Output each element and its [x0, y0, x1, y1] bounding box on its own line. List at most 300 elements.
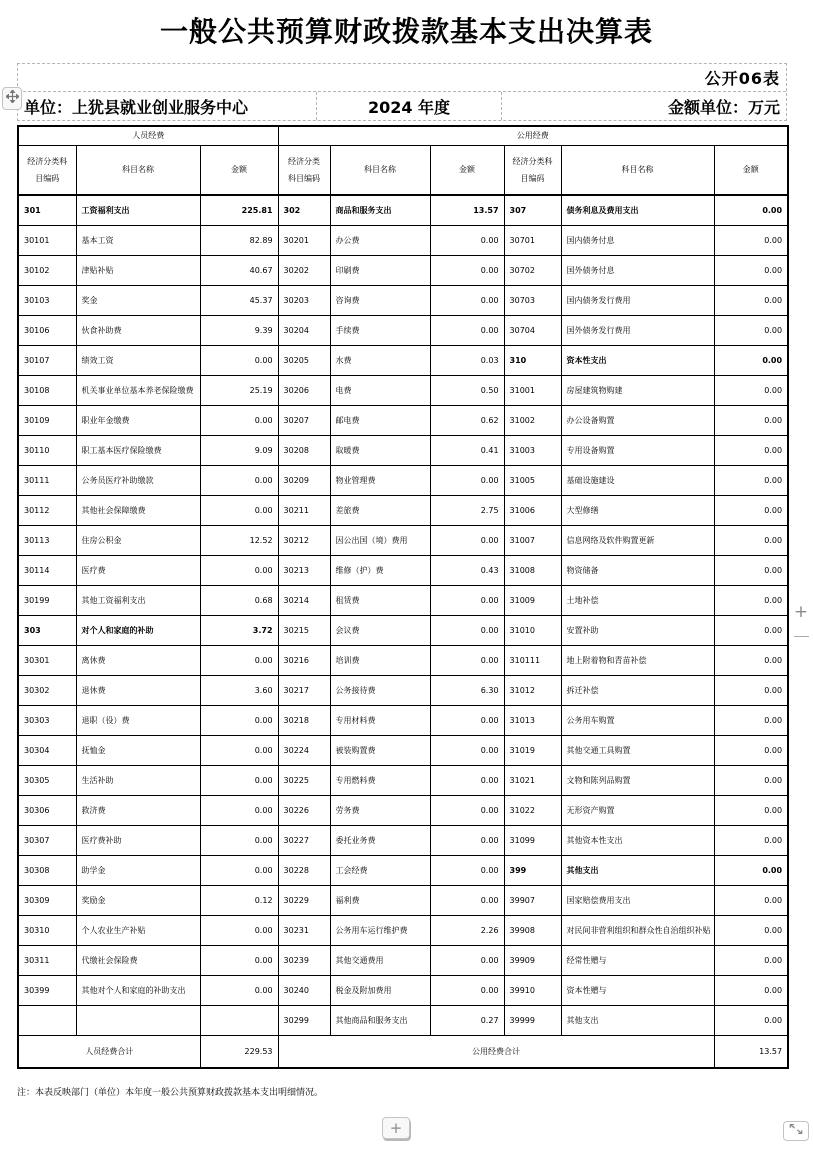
expand-button[interactable]	[783, 1121, 809, 1141]
code-cell: 30113	[18, 525, 76, 555]
amount-cell: 3.60	[200, 675, 278, 705]
code-cell: 30305	[18, 765, 76, 795]
code-cell: 30240	[278, 975, 330, 1005]
subject-name-cell: 地上附着物和青苗补偿	[561, 645, 714, 675]
code-cell: 31005	[504, 465, 561, 495]
subject-name-cell: 职工基本医疗保险缴费	[76, 435, 200, 465]
table-row	[18, 795, 788, 825]
amount-cell: 0.00	[430, 585, 504, 615]
code-cell: 31021	[504, 765, 561, 795]
code-cell: 31009	[504, 585, 561, 615]
code-cell: 30202	[278, 255, 330, 285]
amount-cell: 0.00	[200, 765, 278, 795]
amount-cell: 0.12	[200, 885, 278, 915]
table-code: 公开06表	[704, 69, 780, 88]
amount-cell: 0.00	[714, 825, 788, 855]
amount-cell: 0.00	[714, 675, 788, 705]
table-row	[18, 555, 788, 585]
code-cell: 30206	[278, 375, 330, 405]
col-header-subject: 科目名称	[76, 145, 200, 195]
code-cell: 30218	[278, 705, 330, 735]
amount-cell: 0.00	[714, 645, 788, 675]
subject-name-cell: 公务员医疗补助缴款	[76, 465, 200, 495]
code-cell: 30228	[278, 855, 330, 885]
subject-name-cell: 公务接待费	[330, 675, 430, 705]
subject-name-cell: 资本性支出	[561, 345, 714, 375]
table-row	[18, 435, 788, 465]
code-cell: 30215	[278, 615, 330, 645]
subject-name-cell: 福利费	[330, 885, 430, 915]
code-cell: 30301	[18, 645, 76, 675]
code-cell: 39908	[504, 915, 561, 945]
table-row	[18, 495, 788, 525]
amount-cell: 0.27	[430, 1005, 504, 1035]
expand-icon	[787, 1122, 805, 1140]
subject-name-cell: 房屋建筑物购建	[561, 375, 714, 405]
subject-name-cell: 劳务费	[330, 795, 430, 825]
amount-cell: 0.00	[714, 195, 788, 225]
code-cell: 310	[504, 345, 561, 375]
subject-name-cell: 资本性赠与	[561, 975, 714, 1005]
subject-name-cell: 电费	[330, 375, 430, 405]
amount-cell: 45.37	[200, 285, 278, 315]
subject-name-cell: 邮电费	[330, 405, 430, 435]
subject-name-cell: 医疗费	[76, 555, 200, 585]
meta-band	[17, 63, 787, 121]
code-cell: 39910	[504, 975, 561, 1005]
subject-name-cell: 其他交通工具购置	[561, 735, 714, 765]
code-cell: 30309	[18, 885, 76, 915]
public-total-label: 公用经费合计	[278, 1035, 714, 1068]
subject-name-cell: 委托业务费	[330, 825, 430, 855]
amount-cell: 2.75	[430, 495, 504, 525]
code-cell: 30216	[278, 645, 330, 675]
amount-cell: 0.00	[714, 795, 788, 825]
amount-cell: 0.00	[714, 255, 788, 285]
subject-name-cell: 办公设备购置	[561, 405, 714, 435]
subject-name-cell: 其他商品和服务支出	[330, 1005, 430, 1035]
section-header-public: 公用经费	[278, 126, 788, 145]
subject-name-cell: 生活补助	[76, 765, 200, 795]
table-row	[18, 615, 788, 645]
table-body	[18, 195, 788, 1035]
code-cell: 39999	[504, 1005, 561, 1035]
col-header-code: 经济分类科目编码	[504, 145, 561, 195]
subject-name-cell: 债务利息及费用支出	[561, 195, 714, 225]
table-row	[18, 915, 788, 945]
table-row	[18, 675, 788, 705]
amount-cell: 0.00	[430, 945, 504, 975]
table-row	[18, 975, 788, 1005]
amount-cell: 6.30	[430, 675, 504, 705]
code-cell: 31013	[504, 705, 561, 735]
col-header-amount: 金额	[430, 145, 504, 195]
table-row	[18, 735, 788, 765]
code-cell: 30226	[278, 795, 330, 825]
amount-cell: 0.00	[714, 345, 788, 375]
code-cell: 302	[278, 195, 330, 225]
amount-cell: 0.00	[430, 795, 504, 825]
amount-cell: 0.00	[714, 285, 788, 315]
amount-cell: 0.00	[714, 915, 788, 945]
subject-name-cell: 津贴补贴	[76, 255, 200, 285]
subject-name-cell: 印刷费	[330, 255, 430, 285]
code-cell: 30211	[278, 495, 330, 525]
move-handle[interactable]	[2, 87, 22, 110]
subject-name-cell: 绩效工资	[76, 345, 200, 375]
amount-cell: 0.00	[430, 225, 504, 255]
subject-name-cell: 专用材料费	[330, 705, 430, 735]
amount-cell: 0.00	[200, 795, 278, 825]
amount-cell: 0.43	[430, 555, 504, 585]
code-cell: 30307	[18, 825, 76, 855]
subject-name-cell: 其他对个人和家庭的补助支出	[76, 975, 200, 1005]
table-row	[18, 885, 788, 915]
subject-name-cell: 其他交通费用	[330, 945, 430, 975]
col-header-amount: 金额	[200, 145, 278, 195]
code-cell: 30207	[278, 405, 330, 435]
code-cell: 31003	[504, 435, 561, 465]
amount-cell: 9.39	[200, 315, 278, 345]
table-row	[18, 645, 788, 675]
subject-name-cell: 基本工资	[76, 225, 200, 255]
subject-name-cell: 国家赔偿费用支出	[561, 885, 714, 915]
amount-cell: 3.72	[200, 615, 278, 645]
code-cell: 30239	[278, 945, 330, 975]
amount-cell: 40.67	[200, 255, 278, 285]
subject-name-cell: 办公费	[330, 225, 430, 255]
subject-name-cell: 工资福利支出	[76, 195, 200, 225]
amount-cell: 0.68	[200, 585, 278, 615]
subject-name-cell: 其他支出	[561, 1005, 714, 1035]
amount-cell: 0.00	[714, 945, 788, 975]
subject-name-cell: 因公出国（境）费用	[330, 525, 430, 555]
table-row	[18, 525, 788, 555]
amount-cell: 0.00	[200, 405, 278, 435]
subject-name-cell: 咨询费	[330, 285, 430, 315]
subject-name-cell: 职业年金缴费	[76, 405, 200, 435]
amount-cell: 0.00	[200, 555, 278, 585]
amount-cell: 25.19	[200, 375, 278, 405]
amount-cell: 0.00	[714, 585, 788, 615]
code-cell: 30303	[18, 705, 76, 735]
code-cell: 31008	[504, 555, 561, 585]
amount-cell: 0.00	[430, 705, 504, 735]
amount-cell: 2.26	[430, 915, 504, 945]
personnel-total-label: 人员经费合计	[18, 1035, 200, 1068]
code-cell: 30308	[18, 855, 76, 885]
subject-name-cell: 对个人和家庭的补助	[76, 615, 200, 645]
subject-name-cell: 退职（役）费	[76, 705, 200, 735]
code-cell: 31006	[504, 495, 561, 525]
amount-cell: 0.00	[714, 1005, 788, 1035]
subject-name-cell: 对民间非营利组织和群众性自治组织补贴	[561, 915, 714, 945]
amount-cell: 0.00	[430, 855, 504, 885]
code-cell: 30201	[278, 225, 330, 255]
plus-icon: +	[793, 602, 809, 622]
amount-cell: 9.09	[200, 435, 278, 465]
code-cell: 30302	[18, 675, 76, 705]
subject-name-cell: 物业管理费	[330, 465, 430, 495]
code-cell: 30102	[18, 255, 76, 285]
amount-cell: 0.00	[714, 855, 788, 885]
amount-cell: 0.62	[430, 405, 504, 435]
code-cell: 30224	[278, 735, 330, 765]
code-cell: 30212	[278, 525, 330, 555]
amount-cell: 0.00	[200, 825, 278, 855]
column-header-row	[18, 145, 788, 195]
amount-cell: 0.50	[430, 375, 504, 405]
subject-name-cell: 税金及附加费用	[330, 975, 430, 1005]
amount-cell: 0.00	[714, 975, 788, 1005]
code-cell	[18, 1005, 76, 1035]
subject-name-cell: 其他资本性支出	[561, 825, 714, 855]
amount-cell: 0.00	[430, 645, 504, 675]
code-cell: 31019	[504, 735, 561, 765]
table-row	[18, 825, 788, 855]
col-header-subject: 科目名称	[330, 145, 430, 195]
subject-name-cell: 退休费	[76, 675, 200, 705]
subject-name-cell: 手续费	[330, 315, 430, 345]
meta-row-bottom	[18, 92, 786, 120]
subject-name-cell: 机关事业单位基本养老保险缴费	[76, 375, 200, 405]
public-total-amount: 13.57	[714, 1035, 788, 1068]
personnel-total-amount: 229.53	[200, 1035, 278, 1068]
code-cell: 30214	[278, 585, 330, 615]
code-cell: 30231	[278, 915, 330, 945]
amount-cell: 0.00	[430, 255, 504, 285]
amount-cell: 0.00	[714, 765, 788, 795]
subject-name-cell: 国内债务付息	[561, 225, 714, 255]
code-cell: 30111	[18, 465, 76, 495]
budget-table	[17, 125, 789, 1069]
amount-cell: 0.00	[430, 525, 504, 555]
table-row	[18, 465, 788, 495]
zoom-in-control[interactable]	[789, 597, 813, 649]
subject-name-cell: 基础设施建设	[561, 465, 714, 495]
amount-cell: 0.00	[714, 225, 788, 255]
subject-name-cell: 救济费	[76, 795, 200, 825]
code-cell: 30107	[18, 345, 76, 375]
amount-cell: 0.00	[714, 885, 788, 915]
code-cell: 30203	[278, 285, 330, 315]
amount-cell: 0.00	[714, 555, 788, 585]
table-row	[18, 225, 788, 255]
table-row	[18, 705, 788, 735]
plus-icon: +	[389, 1119, 403, 1137]
amount-cell: 0.00	[430, 315, 504, 345]
code-cell: 30114	[18, 555, 76, 585]
code-cell: 30703	[504, 285, 561, 315]
subject-name-cell: 文物和陈列品购置	[561, 765, 714, 795]
code-cell: 30704	[504, 315, 561, 345]
fiscal-year: 2024 年度	[316, 92, 501, 120]
code-cell: 31022	[504, 795, 561, 825]
subject-name-cell: 水费	[330, 345, 430, 375]
subject-name-cell	[76, 1005, 200, 1035]
amount-cell: 82.89	[200, 225, 278, 255]
table-row	[18, 345, 788, 375]
subject-name-cell: 公务用车购置	[561, 705, 714, 735]
subject-name-cell: 租赁费	[330, 585, 430, 615]
subject-name-cell: 培训费	[330, 645, 430, 675]
amount-cell: 0.00	[200, 345, 278, 375]
section-header-personnel: 人员经费	[18, 126, 278, 145]
subject-name-cell: 工会经费	[330, 855, 430, 885]
subject-name-cell: 离休费	[76, 645, 200, 675]
amount-cell: 0.00	[714, 405, 788, 435]
subject-name-cell: 住房公积金	[76, 525, 200, 555]
amount-cell: 0.00	[714, 465, 788, 495]
amount-cell: 225.81	[200, 195, 278, 225]
table-row	[18, 315, 788, 345]
code-cell: 30304	[18, 735, 76, 765]
subject-name-cell: 国外债务付息	[561, 255, 714, 285]
amount-cell: 0.00	[200, 915, 278, 945]
amount-cell: 0.00	[714, 615, 788, 645]
code-cell: 31007	[504, 525, 561, 555]
amount-cell	[200, 1005, 278, 1035]
table-row	[18, 945, 788, 975]
code-cell: 30306	[18, 795, 76, 825]
subject-name-cell: 拆迁补偿	[561, 675, 714, 705]
amount-cell: 0.00	[200, 855, 278, 885]
subject-name-cell: 其他工资福利支出	[76, 585, 200, 615]
subject-name-cell: 维修（护）费	[330, 555, 430, 585]
table-row	[18, 765, 788, 795]
code-cell: 30311	[18, 945, 76, 975]
amount-cell: 0.00	[200, 975, 278, 1005]
subject-name-cell: 无形资产购置	[561, 795, 714, 825]
code-cell: 30205	[278, 345, 330, 375]
subject-name-cell: 个人农业生产补贴	[76, 915, 200, 945]
code-cell: 30199	[18, 585, 76, 615]
subject-name-cell: 奖励金	[76, 885, 200, 915]
table-row	[18, 375, 788, 405]
amount-cell: 0.00	[430, 765, 504, 795]
code-cell: 31010	[504, 615, 561, 645]
amount-unit: 金额单位：万元	[501, 92, 786, 120]
subject-name-cell: 土地补偿	[561, 585, 714, 615]
table-row	[18, 855, 788, 885]
code-cell: 30103	[18, 285, 76, 315]
code-cell: 39909	[504, 945, 561, 975]
code-cell: 30209	[278, 465, 330, 495]
code-cell: 30399	[18, 975, 76, 1005]
col-header-code: 经济分类科目编码	[18, 145, 76, 195]
code-cell: 30701	[504, 225, 561, 255]
code-cell: 30702	[504, 255, 561, 285]
code-cell: 30299	[278, 1005, 330, 1035]
add-button[interactable]	[382, 1117, 410, 1139]
code-cell: 30227	[278, 825, 330, 855]
amount-cell: 12.52	[200, 525, 278, 555]
code-cell: 310111	[504, 645, 561, 675]
amount-cell: 0.00	[200, 735, 278, 765]
totals-row	[18, 1035, 788, 1068]
subject-name-cell: 专用燃料费	[330, 765, 430, 795]
subject-name-cell: 公务用车运行维护费	[330, 915, 430, 945]
subject-name-cell: 抚恤金	[76, 735, 200, 765]
code-cell: 31002	[504, 405, 561, 435]
amount-cell: 0.00	[714, 495, 788, 525]
amount-cell: 0.03	[430, 345, 504, 375]
table-row	[18, 285, 788, 315]
amount-cell: 0.00	[430, 285, 504, 315]
amount-cell: 0.00	[714, 435, 788, 465]
code-cell: 39907	[504, 885, 561, 915]
footnote: 注：本表反映部门（单位）本年度一般公共预算财政拨款基本支出明细情况。	[17, 1088, 324, 1098]
code-cell: 30310	[18, 915, 76, 945]
amount-cell: 0.00	[200, 945, 278, 975]
subject-name-cell: 信息网络及软件购置更新	[561, 525, 714, 555]
divider	[794, 636, 809, 637]
amount-cell: 0.00	[714, 375, 788, 405]
table-row	[18, 195, 788, 225]
code-cell: 30110	[18, 435, 76, 465]
code-cell: 30109	[18, 405, 76, 435]
amount-cell: 0.00	[430, 885, 504, 915]
subject-name-cell: 被装购置费	[330, 735, 430, 765]
subject-name-cell: 其他社会保障缴费	[76, 495, 200, 525]
code-cell: 30106	[18, 315, 76, 345]
amount-cell: 0.00	[200, 495, 278, 525]
code-cell: 31099	[504, 825, 561, 855]
code-cell: 30225	[278, 765, 330, 795]
subject-name-cell: 差旅费	[330, 495, 430, 525]
amount-cell: 13.57	[430, 195, 504, 225]
subject-name-cell: 物资储备	[561, 555, 714, 585]
table-row	[18, 1005, 788, 1035]
move-icon	[6, 90, 19, 107]
subject-name-cell: 代缴社会保险费	[76, 945, 200, 975]
code-cell: 31001	[504, 375, 561, 405]
code-cell: 31012	[504, 675, 561, 705]
amount-cell: 0.41	[430, 435, 504, 465]
subject-name-cell: 助学金	[76, 855, 200, 885]
amount-cell: 0.00	[200, 705, 278, 735]
code-cell: 30229	[278, 885, 330, 915]
subject-name-cell: 奖金	[76, 285, 200, 315]
subject-name-cell: 商品和服务支出	[330, 195, 430, 225]
code-cell: 303	[18, 615, 76, 645]
subject-name-cell: 安置补助	[561, 615, 714, 645]
section-header-row	[18, 126, 788, 145]
subject-name-cell: 其他支出	[561, 855, 714, 885]
amount-cell: 0.00	[714, 525, 788, 555]
meta-row-top	[18, 64, 786, 92]
subject-name-cell: 大型修缮	[561, 495, 714, 525]
amount-cell: 0.00	[200, 645, 278, 675]
code-cell: 307	[504, 195, 561, 225]
code-cell: 30213	[278, 555, 330, 585]
code-cell: 30112	[18, 495, 76, 525]
page-title: 一般公共预算财政拨款基本支出决算表	[159, 15, 653, 48]
table-row	[18, 585, 788, 615]
table-row	[18, 405, 788, 435]
subject-name-cell: 取暖费	[330, 435, 430, 465]
subject-name-cell: 医疗费补助	[76, 825, 200, 855]
subject-name-cell: 伙食补助费	[76, 315, 200, 345]
code-cell: 30204	[278, 315, 330, 345]
code-cell: 30217	[278, 675, 330, 705]
amount-cell: 0.00	[714, 315, 788, 345]
amount-cell: 0.00	[200, 465, 278, 495]
amount-cell: 0.00	[430, 735, 504, 765]
amount-cell: 0.00	[430, 465, 504, 495]
amount-cell: 0.00	[430, 615, 504, 645]
subject-name-cell: 经常性赠与	[561, 945, 714, 975]
